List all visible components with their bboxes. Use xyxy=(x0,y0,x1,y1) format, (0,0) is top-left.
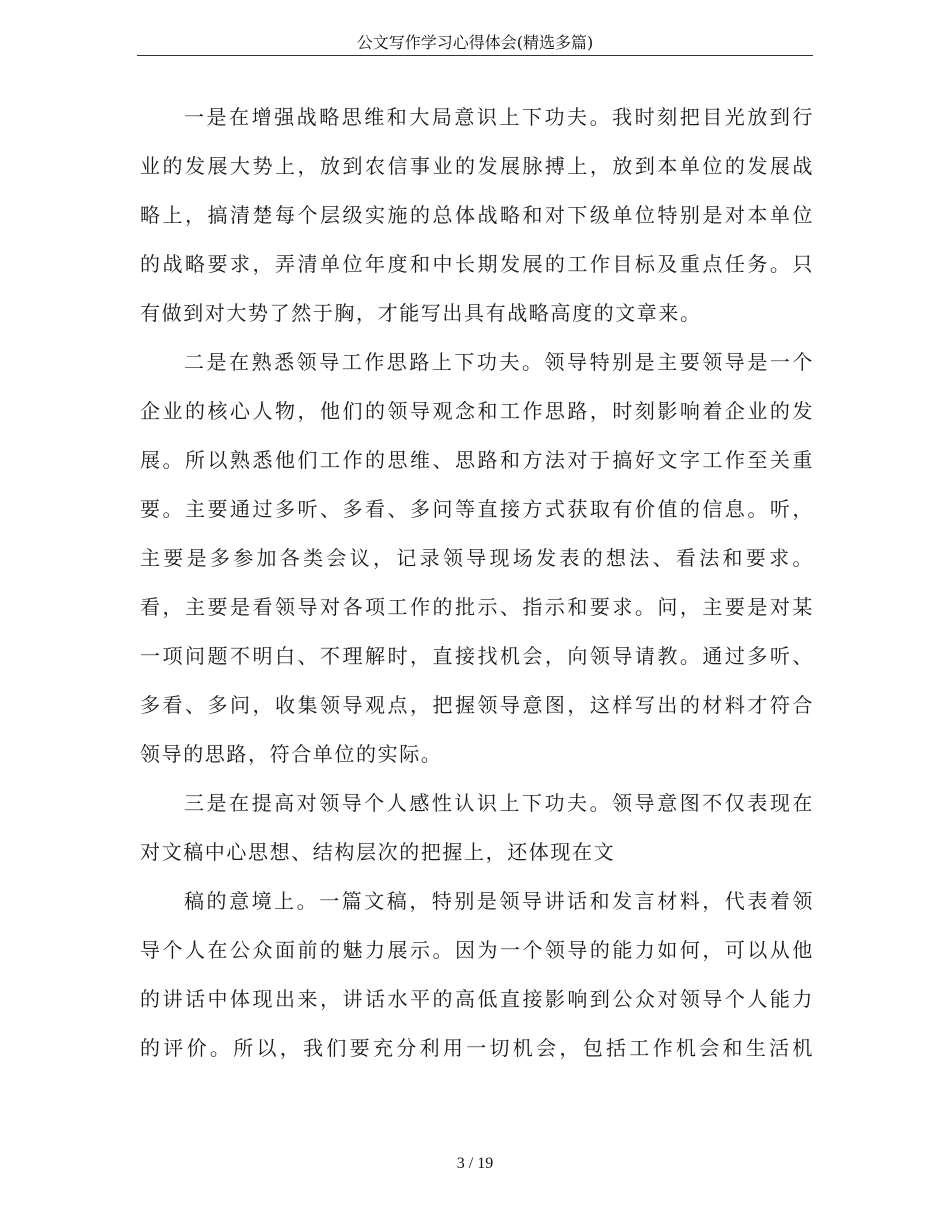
text-line: 二是在熟悉领导工作思路上下功夫。领导特别是主要领导是一个 xyxy=(184,350,814,374)
text-line: 导个人在公众面前的魅力展示。因为一个领导的能力如何，可以从他 xyxy=(140,938,814,962)
text-line: 业的发展大势上，放到农信事业的发展脉搏上，放到本单位的发展战 xyxy=(140,154,814,178)
text-line: 的战略要求，弄清单位年度和中长期发展的工作目标及重点任务。只 xyxy=(140,252,814,276)
text-line: 要。主要通过多听、多看、多问等直接方式获取有价值的信息。听， xyxy=(140,497,814,521)
text-line: 主要是多参加各类会议，记录领导现场发表的想法、看法和要求。 xyxy=(140,546,814,570)
text-line: 稿的意境上。一篇文稿，特别是领导讲话和发言材料，代表着领 xyxy=(184,889,814,913)
text-line: 一是在增强战略思维和大局意识上下功夫。我时刻把目光放到行 xyxy=(184,105,814,129)
text-line: 的评价。所以，我们要充分利用一切机会，包括工作机会和生活机 xyxy=(140,1036,814,1060)
text-line: 三是在提高对领导个人感性认识上下功夫。领导意图不仅表现在 xyxy=(184,791,814,815)
text-line: 略上，搞清楚每个层级实施的总体战略和对下级单位特别是对本单位 xyxy=(140,203,814,227)
page-number: 3 / 19 xyxy=(456,1155,494,1172)
text-line: 领导的思路，符合单位的实际。 xyxy=(140,742,443,766)
text-line: 展。所以熟悉他们工作的思维、思路和方法对于搞好文字工作至关重 xyxy=(140,448,814,472)
text-line: 企业的核心人物，他们的领导观念和工作思路，时刻影响着企业的发 xyxy=(140,399,814,423)
text-line: 有做到对大势了然于胸，才能写出具有战略高度的文章来。 xyxy=(140,301,702,325)
running-header-title: 公文写作学习心得体会(精选多篇) xyxy=(356,33,594,52)
text-line: 一项问题不明白、不理解时，直接找机会，向领导请教。通过多听、 xyxy=(140,644,814,668)
text-line: 多看、多问，收集领导观点，把握领导意图，这样写出的材料才符合 xyxy=(140,693,814,717)
text-line: 看，主要是看领导对各项工作的批示、指示和要求。问，主要是对某 xyxy=(140,595,814,619)
text-line: 对文稿中心思想、结构层次的把握上，还体现在文 xyxy=(140,840,616,864)
header-rule xyxy=(137,55,813,56)
text-line: 的讲话中体现出来，讲话水平的高低直接影响到公众对领导个人能力 xyxy=(140,987,814,1011)
